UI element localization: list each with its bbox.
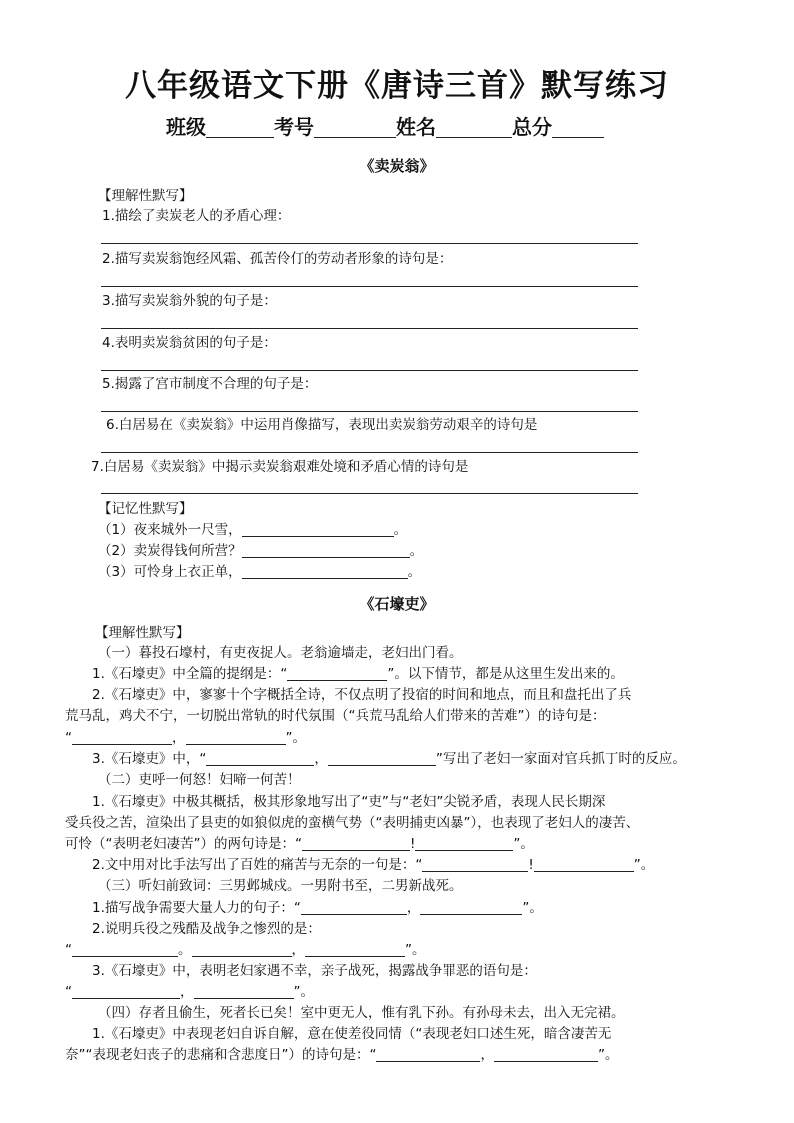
- answer-blank[interactable]: [301, 900, 407, 915]
- question-text: “ ， ”。: [65, 730, 306, 746]
- question-text: 1.《石壕吏》中全篇的提纲是：“ ”。以下情节，都是从这里生发出来的。: [92, 666, 624, 682]
- question-text: 奈”“表现老妇丧子的悲痛和含悲度日”）的诗句是：“ ， ”。: [65, 1047, 619, 1063]
- answer-blank[interactable]: [328, 751, 436, 766]
- exam-no-label: 考号: [274, 115, 314, 139]
- answer-blank[interactable]: [494, 1047, 598, 1062]
- answer-line[interactable]: [101, 243, 638, 244]
- answer-blank[interactable]: [72, 730, 172, 745]
- comprehension-label: 【理解性默写】: [95, 625, 190, 641]
- question-text: 3.《石壕吏》中，表明老妇家遇不幸，亲子战死，揭露战争罪恶的语句是：: [92, 963, 537, 979]
- answer-line[interactable]: [101, 411, 638, 412]
- question-text: 1.描写战争需要大量人力的句子：“ ， ”。: [92, 900, 543, 916]
- question-text: 6.白居易在《卖炭翁》中运用肖像描写，表现出卖炭翁劳动艰辛的诗句是: [106, 417, 538, 433]
- answer-blank[interactable]: [534, 857, 634, 872]
- question-text: 1.描绘了卖炭老人的矛盾心理：: [102, 208, 291, 224]
- memory-item: （3）可怜身上衣正单， 。: [98, 564, 422, 580]
- question-text: 4.表明卖炭翁贫困的句子是：: [102, 335, 277, 351]
- question-text: 1.《石壕吏》中表现老妇自诉自解，意在使差役同情（“表现老妇口述生死，暗含凄苦无: [92, 1026, 612, 1042]
- answer-blank[interactable]: [242, 522, 394, 537]
- question-text: 3.《石壕吏》中，“ ， ”写出了老妇一家面对官兵抓丁时的反应。: [92, 751, 686, 767]
- exam-no-field[interactable]: [314, 119, 396, 138]
- answer-blank[interactable]: [422, 857, 528, 872]
- answer-blank[interactable]: [242, 543, 410, 558]
- passage-excerpt: （三）听妇前致词：三男邺城戍。一男附书至，二男新战死。: [98, 878, 463, 894]
- score-field[interactable]: [552, 119, 604, 138]
- answer-blank[interactable]: [376, 1047, 480, 1062]
- answer-line[interactable]: [101, 452, 638, 453]
- answer-line[interactable]: [101, 328, 638, 329]
- comprehension-label: 【理解性默写】: [98, 188, 193, 204]
- question-text: 2.文中用对比手法写出了百姓的痛苦与无奈的一句是：“ ! ”。: [92, 857, 655, 873]
- answer-line[interactable]: [101, 493, 638, 494]
- memory-item: （2）卖炭得钱何所营？ 。: [98, 543, 424, 559]
- section-title-shihaoli: 《石壕吏》: [359, 595, 435, 613]
- passage-excerpt: （二）吏呼一何怒！妇啼一何苦！: [98, 772, 301, 788]
- question-text: 可怜（“表明老妇凄苦”）的两句诗是：“ ! ”。: [65, 836, 534, 852]
- class-field[interactable]: [206, 119, 274, 138]
- answer-blank[interactable]: [194, 984, 294, 999]
- question-text: 受兵役之苦，渲染出了县吏的如狼似虎的蛮横气势（“表明捕吏凶暴”），也表现了老妇人的凄苦、: [65, 815, 640, 831]
- header-info: [166, 111, 604, 140]
- name-label: 姓名: [396, 115, 436, 139]
- answer-blank[interactable]: [242, 564, 408, 579]
- answer-blank[interactable]: [192, 942, 292, 957]
- answer-blank[interactable]: [287, 666, 387, 681]
- question-text: 2.说明兵役之残酷及战争之惨烈的是：: [92, 921, 321, 937]
- memory-label: 【记忆性默写】: [98, 501, 193, 517]
- passage-excerpt: （四）存者且偷生，死者长已矣！室中更无人，惟有乳下孙。有孙母未去，出入无完裙。: [98, 1005, 625, 1021]
- question-text: “ ， ”。: [65, 984, 314, 1000]
- answer-line[interactable]: [101, 370, 638, 371]
- question-text: 7.白居易《卖炭翁》中揭示卖炭翁艰难处境和矛盾心情的诗句是: [91, 459, 469, 475]
- score-label: 总分: [512, 115, 552, 139]
- answer-blank[interactable]: [302, 836, 410, 851]
- question-text: 荒马乱，鸡犬不宁，一切脱出常轨的时代氛围（“兵荒马乱给人们带来的苦难”）的诗句是：: [65, 708, 606, 724]
- memory-item: （1）夜来城外一尺雪， 。: [98, 522, 408, 538]
- answer-blank[interactable]: [415, 836, 513, 851]
- answer-blank[interactable]: [420, 900, 522, 915]
- page-title: 八年级语文下册《唐诗三首》默写练习: [125, 68, 669, 104]
- question-text: 3.描写卖炭翁外貌的句子是：: [102, 293, 277, 309]
- passage-excerpt: （一）暮投石壕村，有吏夜捉人。老翁逾墙走，老妇出门看。: [98, 645, 463, 661]
- section-title-maitanweng: 《卖炭翁》: [359, 157, 435, 175]
- question-text: 2.《石壕吏》中，寥寥十个字概括全诗，不仅点明了投宿的时间和地点，而且和盘托出了兵: [92, 687, 632, 703]
- answer-blank[interactable]: [305, 942, 405, 957]
- answer-blank[interactable]: [206, 751, 314, 766]
- question-text: 2.描写卖炭翁饱经风霜、孤苦伶仃的劳动者形象的诗句是：: [102, 251, 453, 267]
- question-text: 5.揭露了宫市制度不合理的句子是：: [102, 376, 318, 392]
- answer-blank[interactable]: [186, 730, 286, 745]
- answer-line[interactable]: [101, 286, 638, 287]
- answer-blank[interactable]: [72, 984, 180, 999]
- question-text: 1.《石壕吏》中极其概括，极其形象地写出了“吏”与“老妇”尖锐矛盾，表现人民长期深: [92, 794, 606, 810]
- answer-blank[interactable]: [72, 942, 178, 957]
- class-label: 班级: [166, 115, 206, 139]
- question-text: “ 。 ， ”。: [65, 942, 426, 958]
- name-field[interactable]: [436, 119, 512, 138]
